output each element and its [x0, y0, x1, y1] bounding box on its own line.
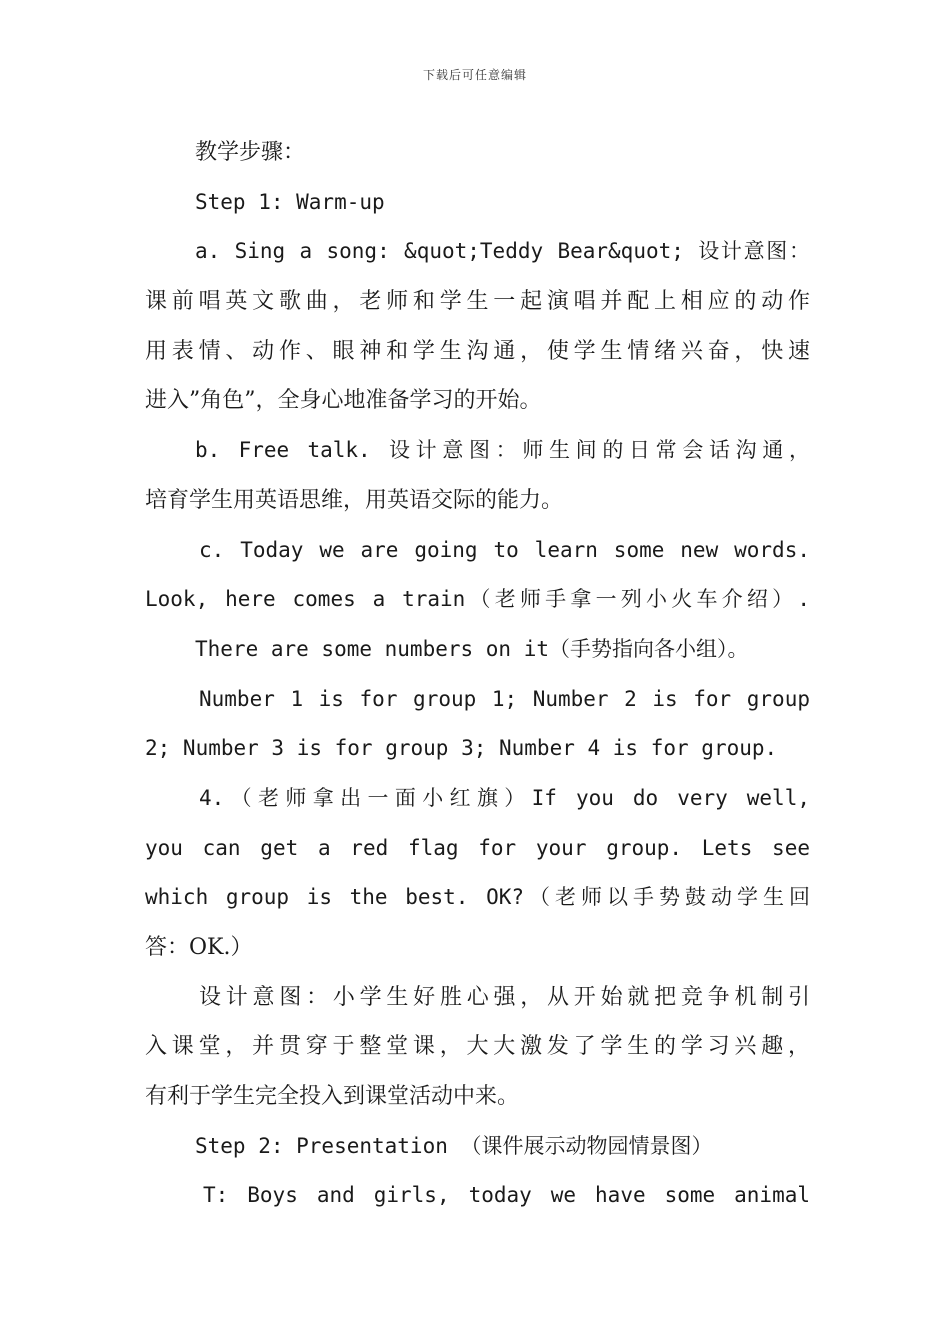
step-heading: Step 2: Presentation （课件展示动物园情景图）	[195, 1133, 713, 1158]
step-heading: Step 1: Warm-up	[195, 189, 385, 214]
paragraph-line: 2; Number 3 is for group 3; Number 4 is for group.	[145, 736, 778, 761]
paragraph-line: 入课堂，并贯穿于整堂课，大大激发了学生的学习兴趣，	[145, 1034, 810, 1060]
paragraph-line: There are some numbers on it（手势指向各小组）。	[195, 636, 749, 661]
paragraph-line: c. Today we are going to learn some new words.	[199, 537, 810, 562]
paragraph-line: 用表情、动作、眼神和学生沟通，使学生情绪兴奋，快速	[145, 338, 810, 364]
section-heading: 教学步骤：	[195, 140, 306, 165]
paragraph-line: 培育学生用英语思维，用英语交际的能力。	[145, 487, 564, 513]
paragraph-line: T: Boys and girls, today we have some animal	[203, 1183, 810, 1208]
document-body	[145, 128, 810, 1221]
page-header: 下载后可任意编辑	[422, 68, 527, 82]
paragraph-line: 答：OK.）	[145, 935, 253, 960]
paragraph-line: which group is the best. OK?（老师以手势鼓动学生回	[145, 885, 810, 910]
paragraph-line: 课前唱英文歌曲，老师和学生一起演唱并配上相应的动作	[145, 289, 810, 315]
paragraph-line: you can get a red flag for your group. Lets see	[145, 835, 810, 860]
paragraph-line: Number 1 is for group 1; Number 2 is for group	[199, 686, 810, 711]
paragraph-line: b. Free talk. 设计意图：师生间的日常会话沟通，	[195, 438, 810, 463]
paragraph-line: a. Sing a song: &quot;Teddy Bear&quot; 设计意图：	[195, 239, 810, 264]
paragraph-line: Look, here comes a train（老师手拿一列小火车介绍）.	[145, 587, 810, 612]
paragraph-line: 进入”角色”，全身心地准备学习的开始。	[145, 388, 542, 414]
paragraph-line: 设计意图：小学生好胜心强，从开始就把竞争机制引	[199, 984, 810, 1010]
paragraph-line: 4.（老师拿出一面小红旗）If you do very well,	[199, 785, 810, 810]
paragraph-line: 有利于学生完全投入到课堂活动中来。	[145, 1084, 520, 1110]
